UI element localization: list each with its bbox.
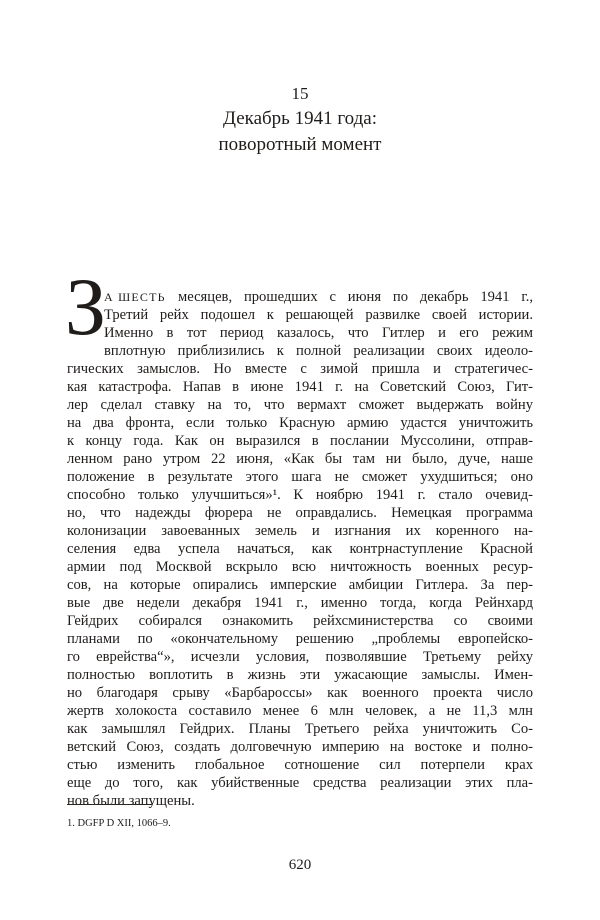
body-line-9: к концу года. Как он выразился в послании Муссолини, отправ-: [67, 433, 533, 449]
chapter-title-line-1: Декабрь 1941 года:: [223, 108, 377, 129]
body-line-14: колонизации завоеванных земель и изгнания их коренного на-: [67, 523, 533, 539]
body-line-18: вые две недели декабря 1941 г., именно тогда, когда Рейнхард: [67, 595, 533, 611]
body-line-3: Именно в тот период казалось, что Гитлер и его режим: [104, 325, 533, 341]
chapter-title: [0, 106, 600, 158]
page-number: 620: [288, 857, 312, 873]
body-line-22: полностью воплотить в жизнь эти ужасающие замыслы. Имен-: [67, 667, 533, 683]
chapter-title-line-2: поворотный момент: [218, 134, 382, 155]
body-line-5: гических замыслов. Но вместе с зимой пришла и стратегичес-: [67, 361, 533, 377]
body-line-4: вплотную приблизились к полной реализации своих идеоло-: [104, 343, 533, 359]
lead-in-smallcaps: А ШЕСТЬ: [104, 290, 166, 304]
body-line-21: го еврейства“», исчезли условия, позволявшие Третьему рейху: [67, 649, 533, 665]
body-line-10: ленном рано утром 22 июня, «Как бы там ни было, дуче, наше: [67, 451, 533, 467]
body-line-12: способно только улучшиться»¹. К ноябрю 1941 г. стало очевид-: [67, 487, 533, 503]
body-line-29: нов были запущены.: [67, 793, 195, 809]
body-line-2: Третий рейх подошел к решающей развилке своей истории.: [104, 307, 533, 323]
chapter-number: 15: [291, 84, 309, 103]
body-line-13: но, что надежды фюрера не оправдались. Немецкая программа: [67, 505, 533, 521]
body-line-20: планами по «окончательному решению „проблемы европейско-: [67, 631, 533, 647]
body-line-6: кая катастрофа. Напав в июне 1941 г. на Советский Союз, Гит-: [67, 379, 533, 395]
body-line-8: на два фронта, если только Красную армию удастся уничтожить: [67, 415, 533, 431]
body-line-7: лер сделал ставку на то, что вермахт сможет выдержать войну: [67, 397, 533, 413]
body-line-19: Гейдрих собирался ознакомить рейхсминистерства со своими: [67, 613, 533, 629]
body-line-25: как замышлял Гейдрих. Планы Третьего рейха уничтожить Со-: [67, 721, 533, 737]
body-line-27: стью изменить глобальное сотношение сил потерпели крах: [67, 757, 533, 773]
body-line-26: ветский Союз, создать долговечную империю на востоке и полно-: [67, 739, 533, 755]
body-line-15: селения едва успела начаться, как контрнаступление Красной: [67, 541, 533, 557]
body-line-24: жертв холокоста составило менее 6 млн человек, а не 11,3 млн: [67, 703, 533, 719]
body-line-11: положение в результате этого шага не сможет ухудшиться; оно: [67, 469, 533, 485]
body-line-1: месяцев, прошедших с июня по декабрь 1941 г.,: [178, 289, 533, 305]
body-line-23: но благодаря срыву «Барбароссы» как военного проекта число: [67, 685, 533, 701]
drop-cap: З: [65, 261, 107, 352]
body-line-17: сов, на которые опирались имперские амбиции Гитлера. За пер-: [67, 577, 533, 593]
footnote-rule: [67, 804, 152, 805]
body-line-28: еще до того, как убийственные средства реализации этих пла-: [67, 775, 533, 791]
footnote: 1. DGFP D XII, 1066–9.: [67, 818, 171, 829]
body-line-16: армии под Москвой вскрыло всю ничтожность военных ресур-: [67, 559, 533, 575]
